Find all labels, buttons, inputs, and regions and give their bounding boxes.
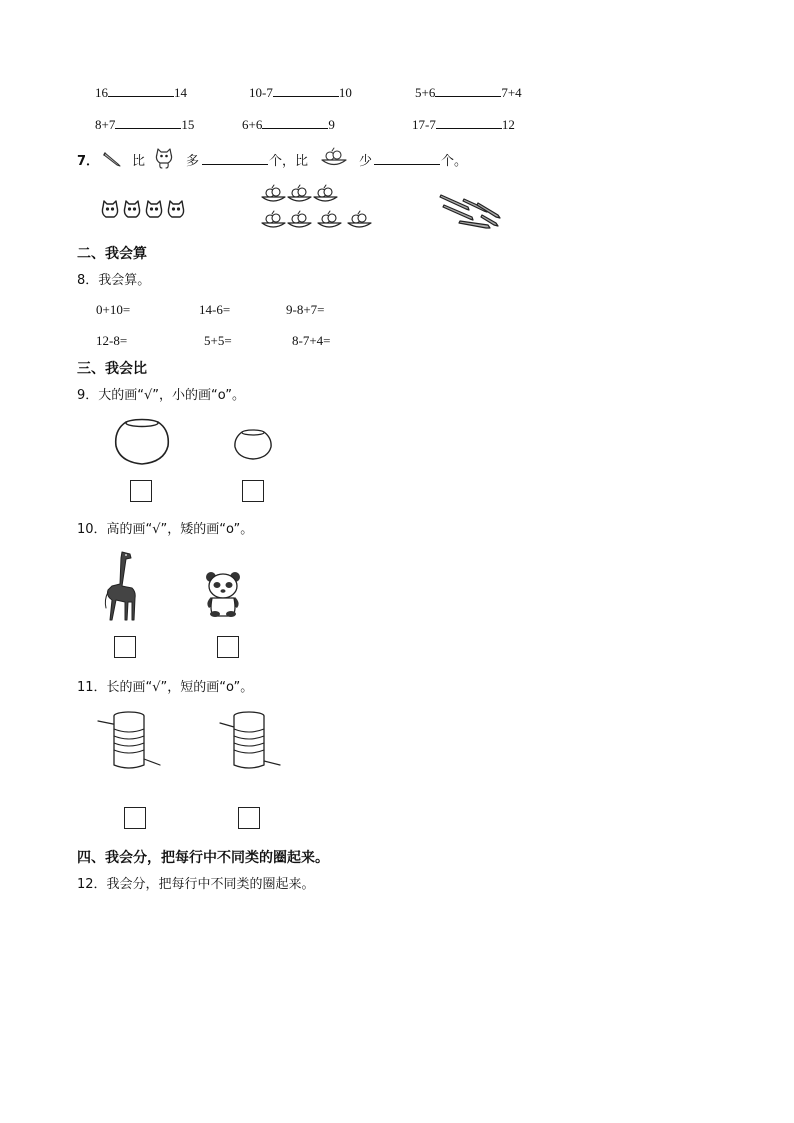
giraffe-icon (100, 550, 142, 624)
jar-icon (112, 418, 172, 468)
answer-box[interactable] (217, 636, 239, 658)
q12-title: 12．我会分，把每行中不同类的圈起来。 (77, 877, 315, 892)
compare-right: 9 (328, 117, 335, 132)
answer-blank[interactable] (435, 84, 501, 97)
answer-box[interactable] (130, 480, 152, 502)
spool-icon (218, 709, 284, 775)
compare-item-1-3 (415, 84, 522, 101)
compare-item-2-1 (95, 116, 194, 133)
jar-icon (233, 428, 273, 462)
pencil-icon (463, 199, 487, 212)
compare-left: 5+6 (415, 85, 436, 100)
q8-expr: 5+5= (204, 333, 232, 348)
q7-word-ge-end: 个。 (441, 154, 468, 169)
answer-box[interactable] (114, 636, 136, 658)
answer-blank[interactable] (262, 116, 328, 129)
pencil-icon (459, 221, 490, 228)
fruit-bowl-icon (348, 211, 371, 227)
answer-blank[interactable] (436, 116, 502, 129)
fruit-bowl-icon (320, 147, 348, 169)
fruit-bowl-icon (318, 211, 341, 227)
section-heading-4: 四、我会分，把每行中不同类的圈起来。 (77, 850, 329, 866)
compare-left: 10-7 (249, 85, 273, 100)
answer-box[interactable] (238, 807, 260, 829)
q7-word-ge-bi: 个，比 (269, 154, 309, 169)
cat-icon (102, 201, 117, 217)
answer-box[interactable] (124, 807, 146, 829)
compare-right: 7+4 (501, 85, 522, 100)
fruit-bowl-icon (262, 211, 285, 227)
answer-blank[interactable] (202, 152, 268, 165)
answer-blank[interactable] (108, 84, 174, 97)
q8-title: 8．我会算。 (77, 273, 151, 288)
fruit-bowl-icon (262, 185, 285, 201)
cat-icon (168, 201, 183, 217)
cats-group (100, 198, 188, 224)
answer-box[interactable] (242, 480, 264, 502)
compare-left: 6+6 (242, 117, 263, 132)
compare-item-1-1 (95, 84, 187, 101)
compare-right: 12 (501, 117, 515, 132)
compare-right: 14 (174, 85, 187, 100)
question-number: 7． (77, 154, 100, 169)
q8-expr: 8-7+4= (292, 333, 331, 348)
panda-icon (203, 570, 243, 618)
q7-word-duo: 多 (186, 154, 200, 169)
q8-expr: 14-6= (199, 302, 231, 317)
compare-left: 8+7 (95, 117, 116, 132)
q10-title: 10．高的画“√”，矮的画“o”。 (77, 522, 254, 537)
q7-word-shao: 少 (359, 154, 373, 169)
cat-icon (146, 201, 161, 217)
fruit-bowl-icon (314, 185, 337, 201)
pencil-icon (102, 149, 124, 169)
fruit-bowl-icon (288, 185, 311, 201)
compare-right: 10 (338, 85, 352, 100)
answer-blank[interactable] (273, 84, 339, 97)
compare-left: 17-7 (412, 117, 436, 132)
compare-item-2-2 (242, 116, 335, 133)
compare-left: 16 (95, 85, 108, 100)
pencils-group (438, 191, 504, 233)
q7-word-bi: 比 (132, 154, 146, 169)
compare-item-2-3 (412, 116, 515, 133)
cat-icon (124, 201, 139, 217)
fruit-bowl-icon (288, 211, 311, 227)
q9-title: 9．大的画“√”，小的画“o”。 (77, 388, 245, 403)
section-heading-2: 二、我会算 (77, 246, 147, 262)
q8-expr: 0+10= (96, 302, 131, 317)
fruit-bowls-group (259, 183, 377, 235)
cat-icon (152, 146, 176, 170)
compare-item-1-2 (249, 84, 352, 101)
section-heading-3: 三、我会比 (77, 361, 147, 377)
compare-right: 15 (181, 117, 195, 132)
q11-title: 11．长的画“√”，短的画“o”。 (77, 680, 254, 695)
answer-blank[interactable] (374, 152, 440, 165)
pencil-icon (477, 203, 500, 218)
q7-line (77, 150, 99, 170)
spool-icon (96, 709, 162, 775)
q8-expr: 12-8= (96, 333, 128, 348)
answer-blank[interactable] (115, 116, 181, 129)
q8-expr: 9-8+7= (286, 302, 325, 317)
